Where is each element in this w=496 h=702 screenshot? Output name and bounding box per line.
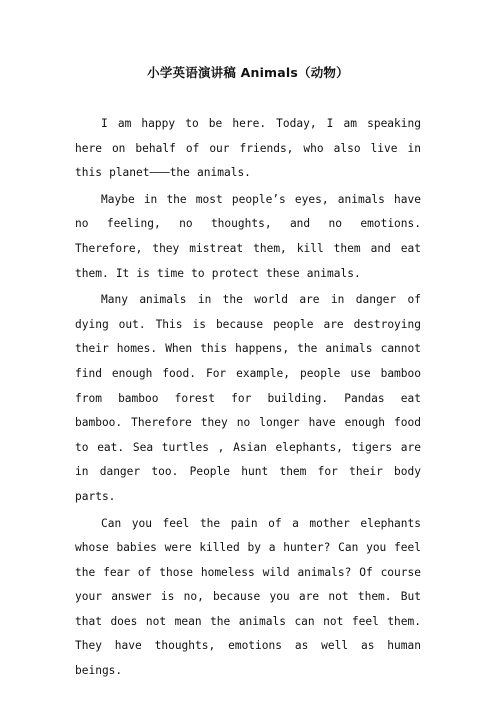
paragraph-animal-pain: Can you feel the pain of a mother elephants whose babies were killed by a hunter? Can you feel the fear of those homeless wild animals? Of course your answer is no, because you are not them. But that does not mean the animals can not feel them. They have thoughts, emotions as well as human beings. [75,516,421,678]
document-body [75,112,421,686]
document-title: 小学英语演讲稿 Animals（动物） [147,65,349,80]
paragraph-endangered-animals: Many animals in the world are in danger of dying out. This is because people are destroying their homes. When this happens, the animals cannot find enough food. For example, people use bamboo from bamboo forest for building. Pandas eat bamboo. Therefore they no longer have enough food to eat. Sea turtles , Asian elephants, tigers are in danger too. People hunt them for their body parts. [75,293,421,503]
paragraph-animal-feelings: Maybe in the most people’s eyes, animals have no feeling, no thoughts, and no emotions. Therefore, they mistreat them, kill them and eat them. It is time to protect these animals. [75,192,421,280]
paragraph-intro: I am happy to be here. Today, I am speaking here on behalf of our friends, who also live in this planet———the animals. [75,117,421,180]
